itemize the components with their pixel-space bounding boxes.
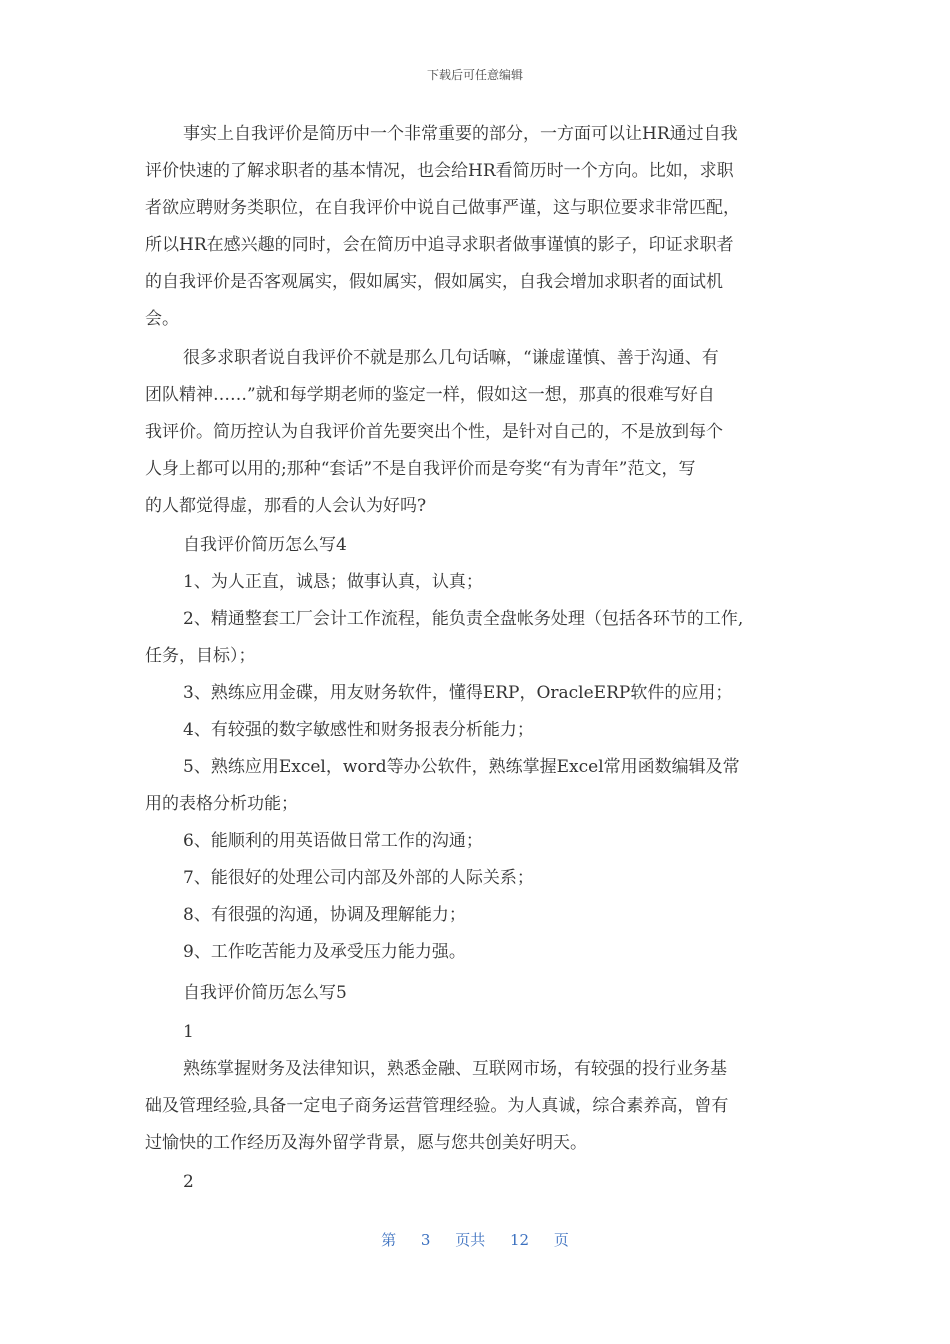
list-item: 9、工作吃苦能力及承受压力能力强。	[183, 942, 466, 962]
footer-page-number: 3	[420, 1231, 431, 1249]
text-line: 团队精神……”就和每学期老师的鉴定一样，假如这一想，那真的很难写好自	[145, 385, 715, 405]
text-line: 很多求职者说自我评价不就是那么几句话嘛，“谦虚谨慎、善于沟通、有	[183, 348, 719, 368]
text-line: 熟练掌握财务及法律知识，熟悉金融、互联网市场，有较强的投行业务基	[183, 1059, 727, 1079]
list-item: 1、为人正直，诚恳；做事认真，认真；	[183, 572, 483, 592]
text-line: 者欲应聘财务类职位，在自我评价中说自己做事严谨，这与职位要求非常匹配，	[145, 198, 740, 218]
text-line: 事实上自我评价是简历中一个非常重要的部分，一方面可以让HR通过自我	[183, 124, 738, 144]
list-item-continuation: 任务，目标）；	[145, 646, 256, 666]
list-item: 5、熟练应用Excel，word等办公软件，熟练掌握Excel常用函数编辑及常	[183, 757, 740, 777]
page-footer	[0, 1229, 950, 1250]
footer-mid-label: 页共	[455, 1231, 486, 1249]
text-line: 础及管理经验,具备一定电子商务运营管理经验。为人真诚，综合素养高，曾有	[145, 1096, 729, 1116]
page-header: 下载后可任意编辑	[426, 68, 523, 82]
text-line: 评价快速的了解求职者的基本情况，也会给HR看简历时一个方向。比如，求职	[145, 161, 734, 181]
list-item: 7、能很好的处理公司内部及外部的人际关系；	[183, 868, 534, 888]
text-line: 会。	[145, 309, 179, 329]
text-line: 我评价。简历控认为自我评价首先要突出个性，是针对自己的，不是放到每个	[145, 422, 723, 442]
section-heading: 自我评价简历怎么写5	[183, 983, 347, 1003]
list-item: 8、有很强的沟通，协调及理解能力；	[183, 905, 466, 925]
text-line: 过愉快的工作经历及海外留学背景，愿与您共创美好明天。	[145, 1133, 587, 1153]
footer-end-label: 页	[553, 1231, 569, 1249]
text-line: 所以HR在感兴趣的同时，会在简历中追寻求职者做事谨慎的影子，印证求职者	[145, 235, 734, 255]
text-line: 的人都觉得虚，那看的人会认为好吗?	[145, 496, 427, 516]
list-item: 2、精通整套工厂会计工作流程，能负责全盘帐务处理（包括各环节的工作,	[183, 609, 744, 629]
list-item: 3、熟练应用金碟，用友财务软件，懂得ERP，OracleERP软件的应用；	[183, 683, 733, 703]
item-number: 1	[183, 1022, 194, 1042]
footer-page-label: 第	[381, 1231, 397, 1249]
list-item-continuation: 用的表格分析功能；	[145, 794, 298, 814]
text-line: 人身上都可以用的;那种“套话”不是自我评价而是夸奖“有为青年”范文，写	[145, 459, 696, 479]
text-line: 的自我评价是否客观属实，假如属实，假如属实，自我会增加求职者的面试机	[145, 272, 723, 292]
list-item: 4、有较强的数字敏感性和财务报表分析能力；	[183, 720, 534, 740]
item-number: 2	[183, 1172, 194, 1192]
list-item: 6、能顺利的用英语做日常工作的沟通；	[183, 831, 483, 851]
section-heading: 自我评价简历怎么写4	[183, 535, 347, 555]
footer-total-pages: 12	[510, 1231, 530, 1249]
